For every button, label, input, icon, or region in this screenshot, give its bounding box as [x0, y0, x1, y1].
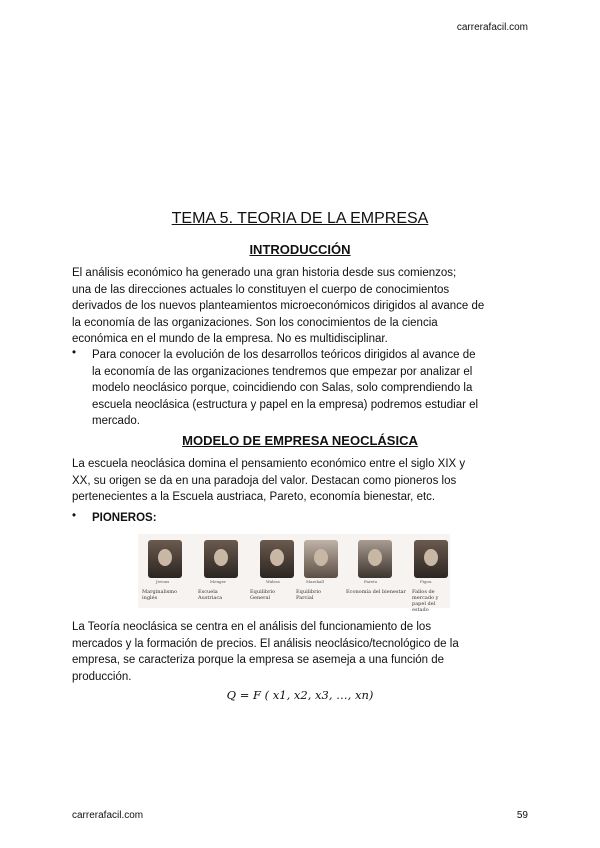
- portrait-marshall: [304, 540, 338, 578]
- caption-pigou: Fallos de mercado y papel del estado: [412, 589, 439, 613]
- bullet-line-1: Para conocer la evolución de los desarrollos teóricos dirigidos al avance de: [92, 349, 476, 361]
- caption-walras: Equilibrio General: [250, 589, 276, 601]
- modelo-line-2: XX, su origen se da en una paradoja del valor. Destacan como pioneros los: [72, 474, 457, 487]
- teoria-line-3: empresa, se caracteriza porque la empresa se asemeja a una función de: [72, 654, 445, 666]
- bullet-line-3: modelo neoclásico porque, coincidiendo con Salas, solo comprendiendo la: [92, 382, 473, 394]
- caption-marshall: Equilibrio Parcial: [296, 589, 322, 601]
- teoria-paragraph: [72, 619, 528, 685]
- teoria-line-4: producción.: [72, 670, 132, 683]
- intro-bullet: [92, 347, 528, 430]
- name-jevons: Jevons: [156, 579, 170, 584]
- name-menger: Menger: [210, 579, 226, 584]
- name-pigou: Pigou: [420, 579, 432, 584]
- bullet-line-5: mercado.: [92, 415, 140, 427]
- intro-line-1: El análisis económico ha generado una gran historia desde sus comienzos;: [72, 267, 457, 279]
- modelo-line-1: La escuela neoclásica domina el pensamiento económico entre el siglo XIX y: [72, 458, 466, 470]
- teoria-line-1: La Teoría neoclásica se centra en el análisis del funcionamiento de los: [72, 621, 432, 633]
- name-walras: Walras: [266, 579, 280, 584]
- intro-line-4: la economía de las organizaciones. Son los conocimientos de la ciencia: [72, 316, 438, 329]
- portrait-walras: [260, 540, 294, 578]
- intro-line-5: económica en el mundo de la empresa. No es multidisciplinar.: [72, 333, 388, 345]
- bullet-icon: •: [72, 347, 77, 359]
- bullet-line-4: escuela neoclásica (estructura y papel en la empresa) podremos estudiar el: [92, 398, 479, 411]
- modelo-paragraph: [72, 456, 528, 506]
- modelo-heading: MODELO DE EMPRESA NEOCLÁSICA: [182, 433, 418, 448]
- caption-pareto: Economía del bienestar: [346, 589, 406, 595]
- page-title: TEMA 5. TEORIA DE LA EMPRESA: [171, 210, 429, 227]
- portrait-jevons: [148, 540, 182, 578]
- caption-menger: Escuela Austriaca: [198, 589, 223, 601]
- portrait-pigou: [414, 540, 448, 578]
- pioneros-label: PIONEROS:: [92, 512, 157, 524]
- name-marshall: Marshall: [306, 579, 324, 584]
- teoria-line-2: mercados y la formación de precios. El análisis neoclásico/tecnológico de la: [72, 637, 459, 650]
- portrait-menger: [204, 540, 238, 578]
- bullet-icon: •: [72, 510, 77, 522]
- caption-jevons: Marginalismo inglés: [142, 589, 178, 601]
- bullet-line-2: la economía de las organizaciones tendremos que empezar por analizar el: [92, 365, 473, 378]
- footer-site: carrerafacil.com: [72, 810, 144, 821]
- intro-paragraph: [72, 265, 528, 348]
- page-number: 59: [516, 810, 528, 821]
- production-function: Q = F ( x1, x2, x3, …, xn): [226, 688, 374, 702]
- intro-line-2: una de las direcciones actuales lo constituyen el cuerpo de conocimientos: [72, 283, 450, 296]
- pioneers-figure: [138, 534, 450, 613]
- portrait-pareto: [358, 540, 392, 578]
- intro-line-3: derivados de los nuevos planteamientos microeconómicos dirigidos al avance de: [72, 300, 485, 312]
- header-site: carrerafacil.com: [456, 22, 528, 33]
- name-pareto: Pareto: [364, 579, 378, 584]
- modelo-line-3: pertenecientes a la Escuela austriaca, Pareto, economía bienestar, etc.: [72, 491, 436, 503]
- intro-heading: INTRODUCCIÓN: [249, 242, 351, 257]
